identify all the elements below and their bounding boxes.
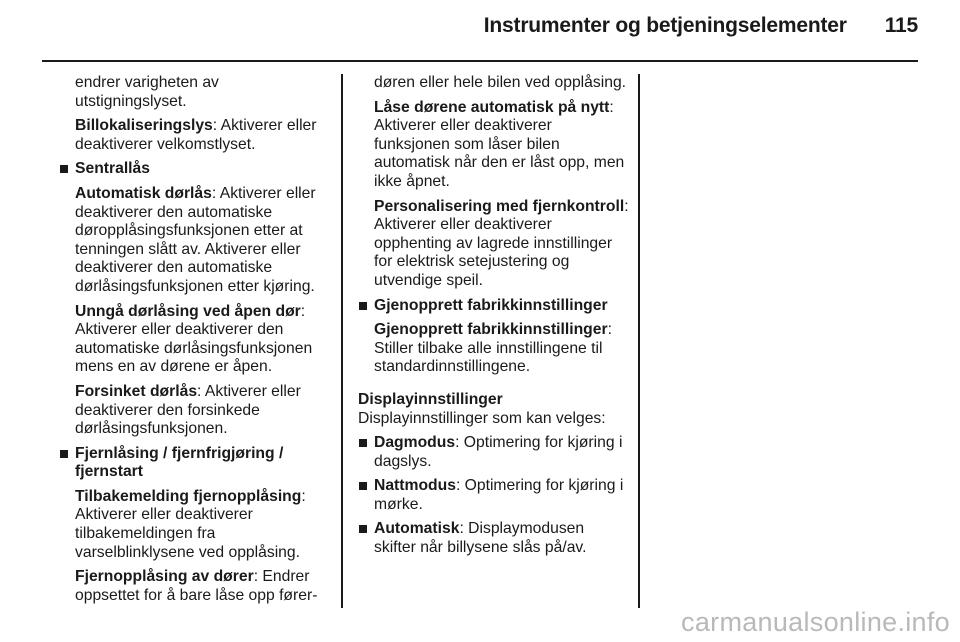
- col1-paragraph-5: [59, 383, 331, 439]
- page-title: Instrumenter og betjeningselementer: [483, 14, 847, 37]
- col1-paragraph-3: [59, 185, 331, 297]
- bullet-heading: Fjernlåsing / fjernfrigjøring / fjernstart: [75, 444, 284, 481]
- column-2: [358, 74, 630, 564]
- bullet-square-icon: [60, 450, 68, 458]
- display-mode-item: [358, 477, 630, 514]
- page-header: [484, 14, 918, 38]
- column-1: [59, 74, 331, 611]
- setting-description: : Stiller tilbake alle innstillingene til standardinnstillingene.: [374, 321, 612, 376]
- col2-paragraph-1: døren eller hele bilen ved opplåsing.: [374, 74, 627, 91]
- bullet-item: [59, 445, 331, 482]
- setting-label: Automatisk dørlås: [75, 184, 212, 202]
- setting-description: : Aktiverer eller deaktiverer velkomstlyset.: [75, 117, 317, 153]
- setting-description: : Aktiverer eller deaktiverer funksjonen som låser bilen automatisk når den er låst opp, men ikke åpnet.: [374, 98, 625, 190]
- setting-label: Gjenopprett fabrikkinnstillinger: [374, 321, 608, 339]
- setting-label: Låse dørene automatisk på nytt: [374, 98, 610, 116]
- setting-label: Tilbakemelding fjernopplåsing: [75, 487, 302, 505]
- display-mode-description: : Optimering for kjøring i dagslys.: [374, 434, 623, 470]
- setting-label: Personalisering med fjernkontroll: [374, 197, 625, 215]
- setting-description: : Aktiverer eller deaktiverer den automatiske dørlåsingsfunksjonen mens en av dørene er åpen.: [75, 302, 313, 376]
- bullet-heading: Gjenopprett fabrikkinnstillinger: [374, 296, 608, 314]
- display-mode-item: [358, 434, 630, 471]
- display-mode-label: Nattmodus: [374, 477, 456, 495]
- setting-label: Fjernopplåsing av dører: [75, 568, 254, 586]
- col1-paragraph-2: [59, 117, 331, 154]
- section-intro: Displayinnstillinger som kan velges:: [358, 409, 606, 427]
- bullet-item: [59, 160, 331, 179]
- column-divider-right: [638, 74, 640, 608]
- page-number: 115: [884, 14, 918, 37]
- section-title: Displayinnstillinger: [358, 390, 503, 408]
- col1-paragraph-4: [59, 303, 331, 377]
- display-mode-label: Automatisk: [374, 520, 460, 538]
- display-mode-description: : Optimering for kjøring i mørke.: [374, 477, 624, 513]
- setting-description: : Aktiverer eller deaktiverer den forsinkede dørlåsingsfunksjonen.: [75, 382, 301, 438]
- display-mode-description: : Displaymodusen skifter når billysene slås på/av.: [374, 520, 587, 557]
- setting-label: Billokaliseringslys: [75, 117, 213, 135]
- setting-description: : Aktiverer eller deaktiverer den automatiske døropplåsingsfunksjonen etter at tenningen slått av. Aktiverer eller deaktiverer den automatiske dørlåsingsfunksjonen etter kjøring.: [75, 184, 316, 295]
- bullet-square-icon: [359, 482, 367, 490]
- header-rule: [42, 60, 918, 62]
- bullet-heading: Sentrallås: [75, 160, 150, 178]
- setting-label: Forsinket dørlås: [75, 382, 198, 400]
- col1-paragraph-6: [59, 488, 331, 562]
- column-divider-left: [341, 74, 343, 608]
- bullet-square-icon: [359, 525, 367, 533]
- display-mode-label: Dagmodus: [374, 434, 456, 452]
- bullet-square-icon: [60, 165, 68, 173]
- setting-description: : Aktiverer eller deaktiverer tilbakemeldingen fra varselblinklysene ved opplåsing.: [75, 487, 306, 561]
- setting-description: : Endrer oppsettet for å bare låse opp fører-: [75, 568, 318, 604]
- watermark: carmanualsonline.info: [681, 607, 950, 637]
- col2-paragraph-2: [358, 99, 630, 192]
- setting-label: Unngå dørlåsing ved åpen dør: [75, 302, 301, 320]
- col2-paragraph-3: [358, 198, 630, 291]
- setting-description: : Aktiverer eller deaktiverer opphenting av lagrede innstillinger for elektrisk setejustering og utvendige speil.: [374, 197, 629, 289]
- col1-paragraph-1: endrer varigheten av utstigningslyset.: [75, 74, 219, 110]
- col2-paragraph-4: [358, 321, 630, 377]
- bullet-square-icon: [359, 439, 367, 447]
- bullet-square-icon: [359, 302, 367, 310]
- bullet-item: [358, 297, 630, 316]
- col1-paragraph-7: [59, 568, 331, 605]
- display-mode-item: [358, 520, 630, 557]
